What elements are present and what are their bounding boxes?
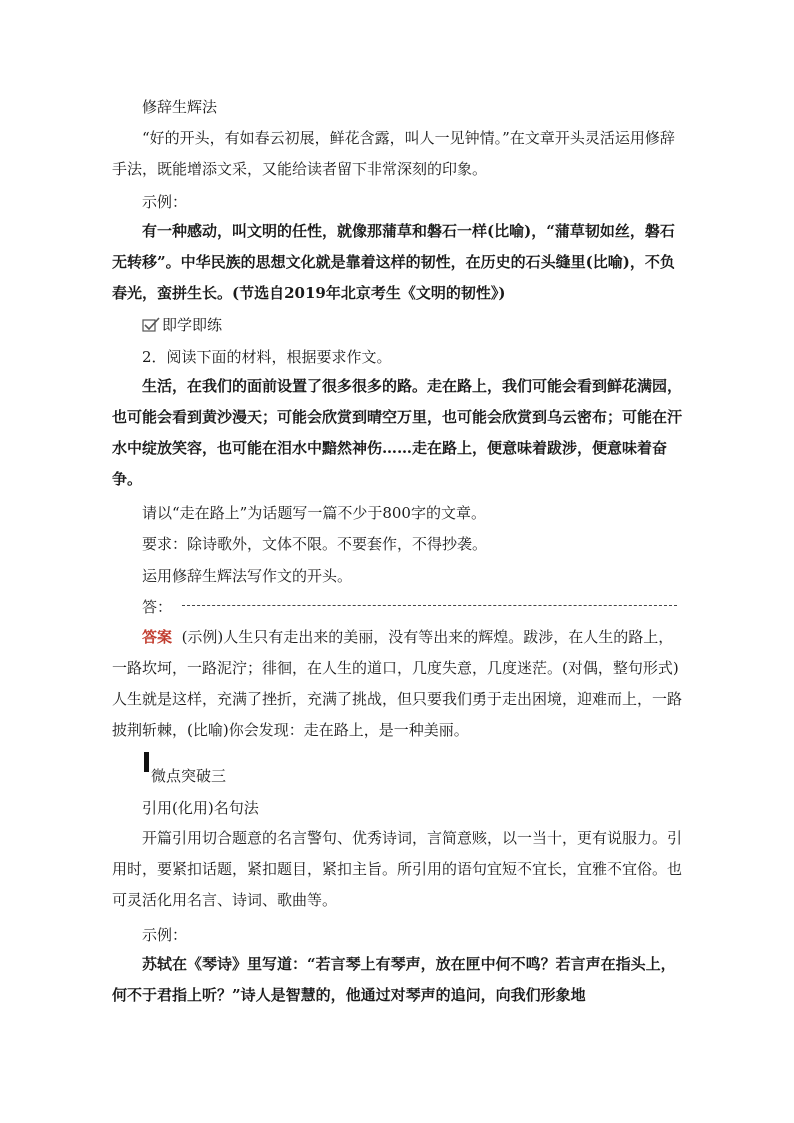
section-title-rhetoric: 修辞生辉法	[142, 98, 218, 116]
section-marker-bar	[144, 752, 149, 772]
answer-blank[interactable]	[182, 605, 677, 606]
section-title-breakthrough: 微点突破三	[151, 767, 227, 785]
answer-key-text: (示例)人生只有走出来的美丽，没有等出来的辉煌。跋涉，在人生的路上，一路坎坷，一路泥泞；徘徊，在人生的道口，几度失意，几度迷茫。(对偶，整句形式)人生就是这样，充满了挫折，充满了挑战，但只要我们勇于走出困境，迎难而上，一路披荆斩棘，(比喻)你会发现：走在路上，是一种美丽。	[112, 628, 683, 739]
material-paragraph: 生活，在我们的面前设置了很多很多的路。走在路上，我们可能会看到鲜花满园，也可能会看到黄沙漫天；可能会欣赏到晴空万里，也可能会欣赏到乌云密布；可能在汗水中绽放笑容，也可能在泪水中黯然神伤……走在路上，便意味着跋涉，便意味着奋争。	[112, 377, 683, 488]
quotation-example-paragraph: 苏轼在《琴诗》里写道：“若言琴上有琴声，放在匣中何不鸣？若言声在指头上，何不于君指上听？”诗人是智慧的，他通过对琴声的追问，向我们形象地	[112, 955, 676, 1004]
example-label-2: 示例：	[142, 926, 188, 944]
quotation-intro-paragraph: 开篇引用切合题意的名言警句、优秀诗词，言简意赅，以一当十，更有说服力。引用时，要紧扣话题，紧扣题目，紧扣主旨。所引用的语句宜短不宜长，宜雅不宜俗。也可灵活化用名言、诗词、歌曲等。	[112, 829, 683, 909]
example-label: 示例：	[142, 193, 188, 211]
requirement-rules: 要求：除诗歌外，文体不限。不要套作，不得抄袭。	[142, 535, 488, 553]
section-title-quotation: 引用(化用)名句法	[142, 799, 259, 817]
practice-heading	[142, 314, 222, 336]
answer-key-label: 答案	[142, 628, 173, 646]
answer-paragraph	[112, 622, 682, 746]
answer-line	[142, 596, 677, 618]
requirement-topic: 请以“走在路上”为话题写一篇不少于800字的文章。	[142, 504, 486, 522]
intro-paragraph: “好的开头，有如春云初展，鲜花含露，叫人一见钟情。”在文章开头灵活运用修辞手法，既能增添文采，又能给读者留下非常深刻的印象。	[112, 129, 675, 178]
requirement-task: 运用修辞生辉法写作文的开头。	[142, 567, 353, 585]
answer-label: 答：	[142, 598, 173, 616]
question-stem: 2．阅读下面的材料，根据要求作文。	[142, 348, 392, 366]
checkbox-icon	[142, 317, 160, 332]
practice-label: 即学即练	[162, 316, 223, 334]
example-paragraph: 有一种感动，叫文明的任性，就像那蒲草和磐石一样(比喻)，“蒲草韧如丝，磐石无转移”。中华民族的思想文化就是靠着这样的韧性，在历史的石头缝里(比喻)，不负春光，蛮拼生长。(节选自2019年北京考生《文明的韧性》)	[112, 222, 675, 302]
